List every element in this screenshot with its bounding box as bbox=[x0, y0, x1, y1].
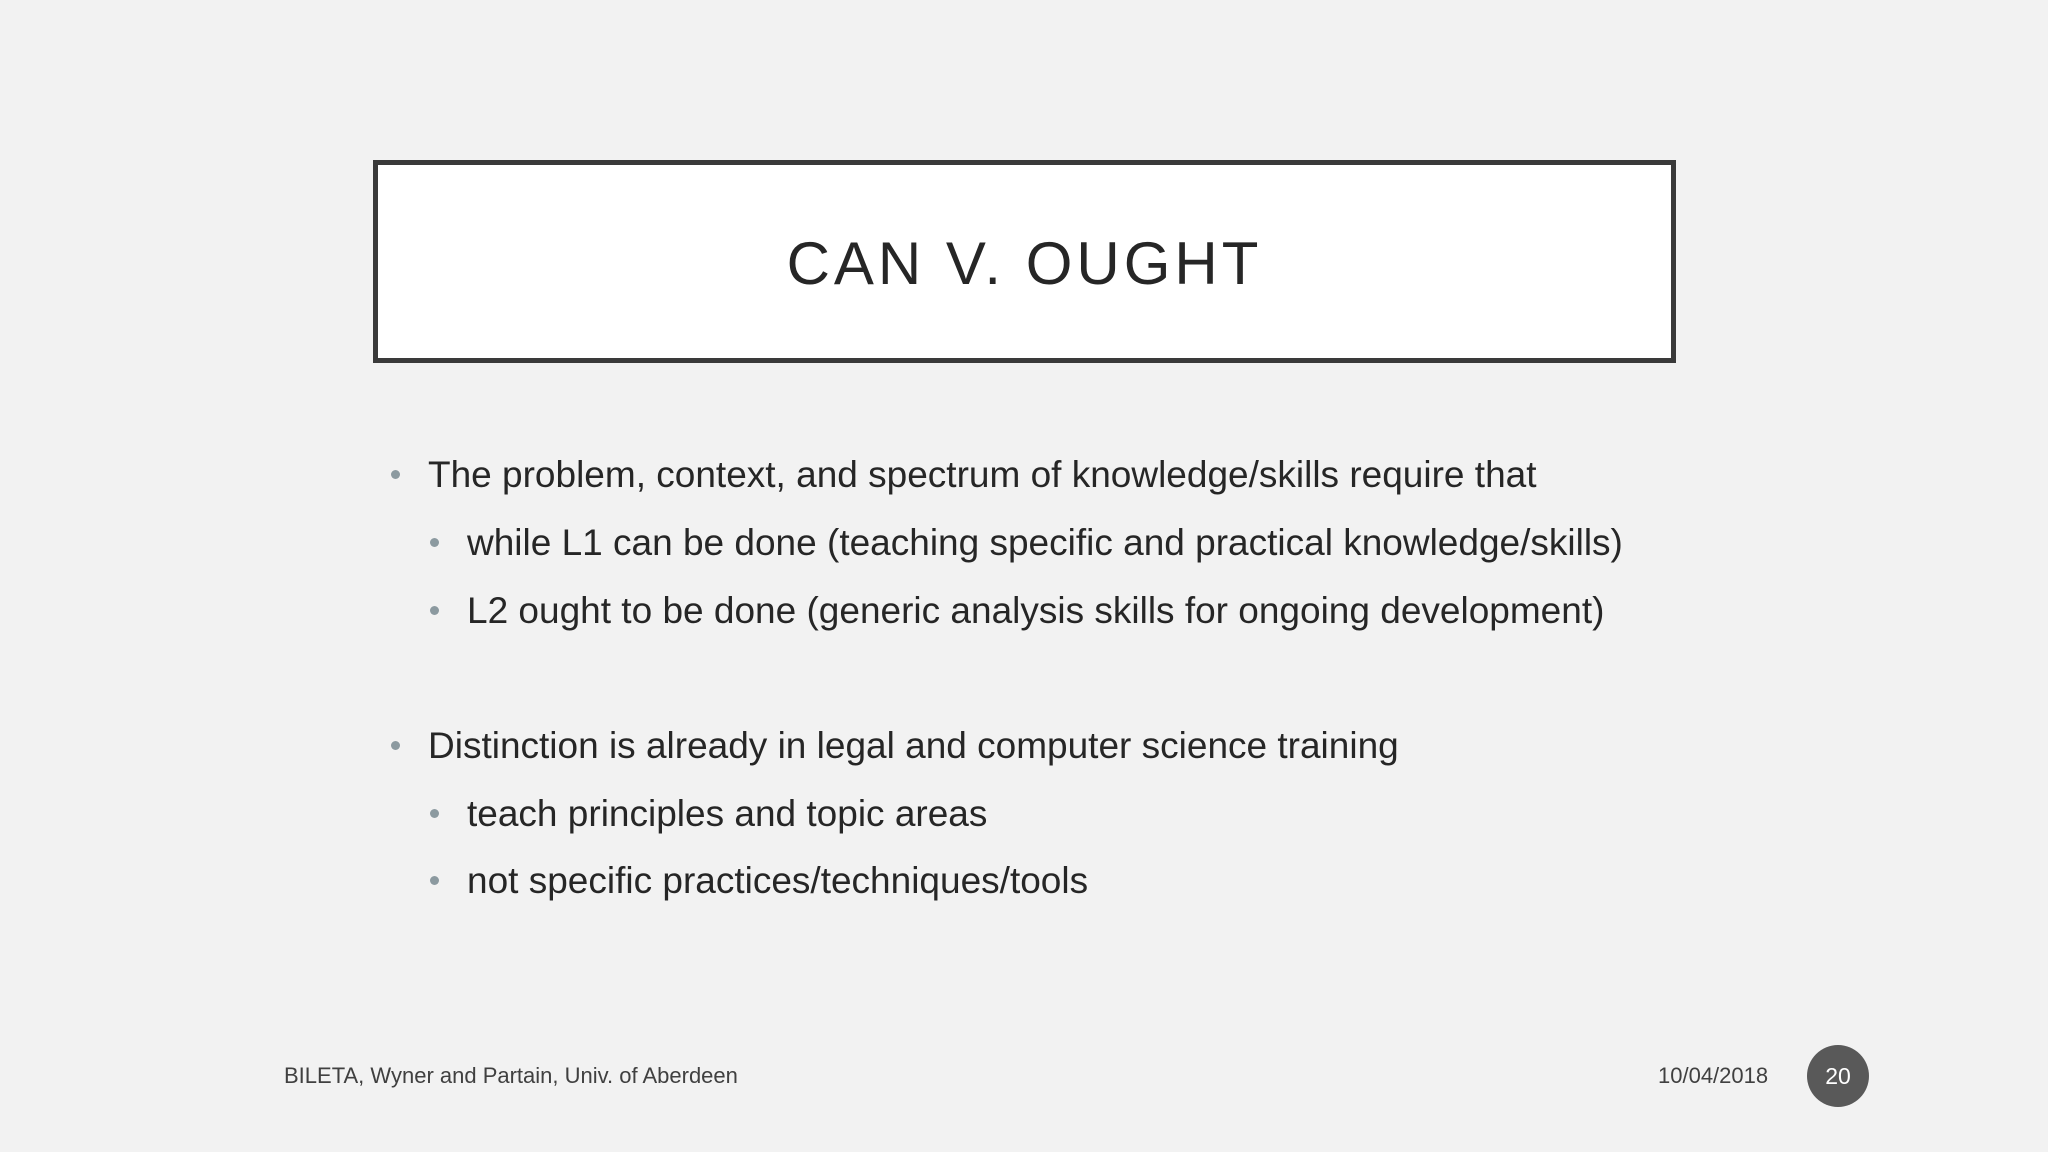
bullet-dot bbox=[391, 741, 400, 750]
bullet-item: The problem, context, and spectrum of knowledge/skills require that bbox=[428, 454, 1537, 495]
bullet-item: Distinction is already in legal and computer science training bbox=[428, 725, 1399, 766]
slide-title: CAN V. OUGHT bbox=[786, 230, 1263, 297]
sub-bullet-dot bbox=[430, 809, 439, 818]
sub-bullet-item: L2 ought to be done (generic analysis skills for ongoing development) bbox=[467, 590, 1605, 631]
sub-bullet-dot bbox=[430, 538, 439, 547]
sub-bullet-item: not specific practices/techniques/tools bbox=[467, 860, 1089, 901]
footer-text: BILETA, Wyner and Partain, Univ. of Aberdeen bbox=[284, 1063, 738, 1088]
sub-bullet-item: teach principles and topic areas bbox=[467, 793, 988, 834]
page-number-badge: 20 bbox=[1807, 1045, 1869, 1107]
sub-bullet-dot bbox=[430, 876, 439, 885]
bullet-dot bbox=[391, 470, 400, 479]
sub-bullet-item: while L1 can be done (teaching specific and practical knowledge/skills) bbox=[467, 522, 1623, 563]
sub-bullet-dot bbox=[430, 606, 439, 615]
footer-date: 10/04/2018 bbox=[1658, 1063, 1769, 1088]
